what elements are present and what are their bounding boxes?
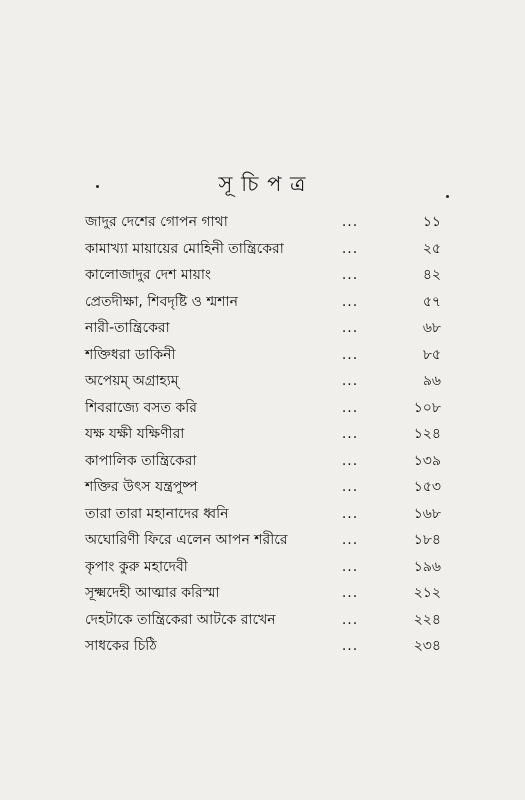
page-title: সূ চি প ত্র <box>218 172 307 196</box>
toc-leader-dots: ... <box>341 399 359 416</box>
toc-entry <box>0 581 525 606</box>
toc-page-number: ১৩৯ <box>413 452 441 469</box>
toc-page-number: ২১২ <box>413 585 441 601</box>
toc-leader-dots: ... <box>341 240 359 257</box>
toc-entry <box>0 210 525 235</box>
toc-entry-title: কাপালিক তান্ত্রিকেরা <box>85 452 197 469</box>
toc-page-number: ২২৪ <box>413 611 441 628</box>
toc-entry-title: কালোজাদুর দেশ মায়াং <box>85 267 211 283</box>
toc-entry-title: জাদুর দেশের গোপন গাথা <box>85 214 228 230</box>
toc-leader-dots: ... <box>341 558 359 575</box>
toc-leader-dots: ... <box>341 505 359 522</box>
toc-entry-title: সাধকের চিঠি <box>85 638 157 654</box>
toc-entry <box>0 316 525 341</box>
toc-entry <box>0 237 525 262</box>
toc-leader-dots: ... <box>341 320 359 336</box>
toc-entry <box>0 343 525 368</box>
toc-entry <box>0 449 525 474</box>
toc-page-number: ১২৪ <box>413 426 441 442</box>
toc-leader-dots: ... <box>341 638 359 654</box>
toc-page-number: ৫৭ <box>422 293 441 310</box>
toc-entry <box>0 263 525 288</box>
toc-entry <box>0 396 525 421</box>
toc-page-number: ১৫৩ <box>413 479 441 495</box>
toc-page-number: ১১ <box>422 214 441 230</box>
toc-page-number: ৯৬ <box>422 373 441 389</box>
toc-entry-title: অপেয়ম্‌ অগ্রাহ্যম্‌ <box>85 373 179 389</box>
toc-leader-dots: ... <box>341 214 359 230</box>
toc-entry <box>0 528 525 553</box>
toc-leader-dots: ... <box>341 293 359 310</box>
toc-entry-title: প্রেতদীক্ষা, শিবদৃষ্টি ও শ্মশান <box>85 293 238 310</box>
toc-entry-title: কামাখ্যা মায়ায়ের মোহিনী তান্ত্রিকেরা <box>85 240 284 257</box>
toc-leader-dots: ... <box>341 426 359 442</box>
toc-entry-title: শক্তির উৎস যন্ত্রপুষ্প <box>85 479 198 495</box>
toc-page-number: ১৯৬ <box>413 558 441 575</box>
toc-entry-title: সূক্ষ্মদেহী আত্মার করিস্মা <box>85 585 220 601</box>
print-speck <box>446 195 449 198</box>
print-speck <box>96 185 99 188</box>
toc-leader-dots: ... <box>341 611 359 628</box>
toc-entry-title: তারা তারা মহানাদের ধ্বনি <box>85 505 229 522</box>
toc-leader-dots: ... <box>341 267 359 283</box>
toc-entry <box>0 290 525 315</box>
toc-leader-dots: ... <box>341 479 359 495</box>
toc-entry-title: শক্তিধরা ডাকিনী <box>85 346 176 363</box>
toc-page-number: ৮৫ <box>422 346 441 363</box>
toc-page-number: ১০৮ <box>413 399 441 416</box>
toc-entry <box>0 369 525 394</box>
toc-entry-title: নারী-তান্ত্রিকেরা <box>85 320 170 336</box>
toc-page-number: ১৬৮ <box>413 505 441 522</box>
toc-page-number: ২৫ <box>422 240 441 257</box>
toc-leader-dots: ... <box>341 373 359 389</box>
toc-entry-title: যক্ষ যক্ষী যক্ষিণীরা <box>85 426 185 442</box>
toc-page-number: ১৮৪ <box>413 532 441 548</box>
toc-page-number: ২৩৪ <box>413 638 441 654</box>
toc-leader-dots: ... <box>341 532 359 548</box>
toc-entry-title: অঘোরিণী ফিরে এলেন আপন শরীরে <box>85 532 288 548</box>
toc-entry <box>0 422 525 447</box>
toc-entry-title: শিবরাজ্যে বসত করি <box>85 399 197 416</box>
toc-entry-title: দেহটাকে তান্ত্রিকেরা আটকে রাখেন <box>85 611 276 628</box>
toc-leader-dots: ... <box>341 452 359 469</box>
toc-entry <box>0 608 525 633</box>
toc-entry <box>0 475 525 500</box>
toc-entry <box>0 502 525 527</box>
toc-entry <box>0 555 525 580</box>
toc-page-number: ৪২ <box>422 267 441 283</box>
toc-leader-dots: ... <box>341 585 359 601</box>
toc-entry <box>0 634 525 659</box>
toc-page-number: ৬৮ <box>422 320 441 336</box>
toc-leader-dots: ... <box>341 346 359 363</box>
toc-entry-title: কৃপাং কুরু মহাদেবী <box>85 558 188 575</box>
